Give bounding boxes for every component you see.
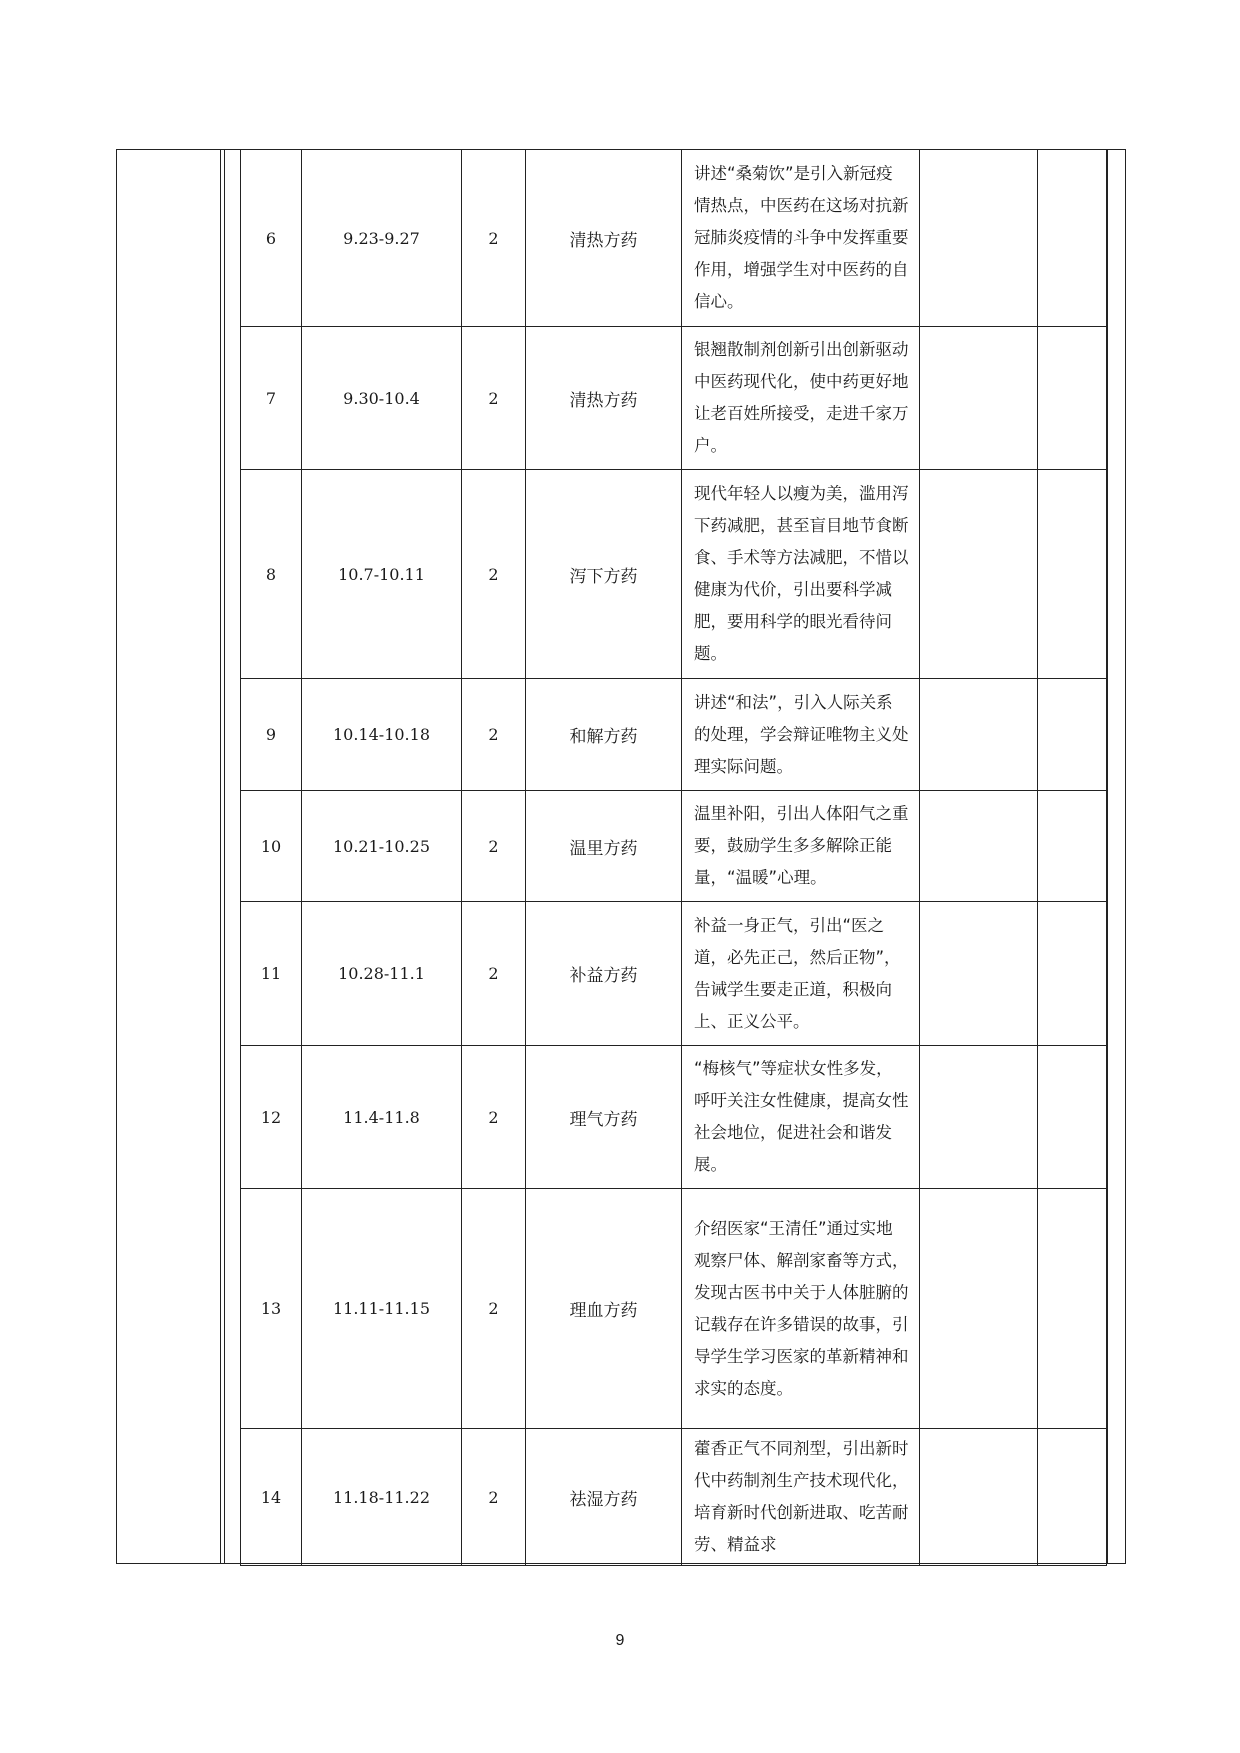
week-number: 8: [241, 470, 302, 679]
column-divider: [224, 150, 225, 1563]
empty-cell: [1038, 150, 1107, 327]
schedule-table: [240, 149, 1107, 1566]
ideological-note: 现代年轻人以瘦为美，滥用泻下药减肥，甚至盲目地节食断食、手术等方法减肥，不惜以健康为代价，引出要科学减肥，要用科学的眼光看待问题。: [682, 470, 920, 679]
empty-cell: [920, 150, 1038, 327]
hours: 2: [462, 1429, 526, 1566]
ideological-note: 藿香正气不同剂型，引出新时代中药制剂生产技术现代化，培育新时代创新进取、吃苦耐劳、精益求: [682, 1429, 920, 1566]
table-row: [241, 327, 1107, 470]
empty-cell: [920, 902, 1038, 1046]
topic: 清热方药: [526, 327, 682, 470]
topic: 祛湿方药: [526, 1429, 682, 1566]
empty-cell: [920, 327, 1038, 470]
date-range: 9.23-9.27: [302, 150, 462, 327]
empty-cell: [1038, 791, 1107, 902]
page-number: 9: [615, 1632, 625, 1649]
empty-cell: [1038, 1189, 1107, 1429]
week-number: 11: [241, 902, 302, 1046]
table-row: [241, 902, 1107, 1046]
ideological-note: “梅核气”等症状女性多发，呼吁关注女性健康，提高女性社会地位，促进社会和谐发展。: [682, 1046, 920, 1189]
topic: 理血方药: [526, 1189, 682, 1429]
empty-cell: [920, 470, 1038, 679]
empty-cell: [920, 1189, 1038, 1429]
hours: 2: [462, 679, 526, 791]
week-number: 6: [241, 150, 302, 327]
hours: 2: [462, 150, 526, 327]
empty-cell: [920, 1046, 1038, 1189]
table-row: [241, 150, 1107, 327]
empty-cell: [920, 1429, 1038, 1566]
week-number: 7: [241, 327, 302, 470]
table-row: [241, 679, 1107, 791]
empty-cell: [920, 791, 1038, 902]
empty-cell: [1038, 1046, 1107, 1189]
empty-cell: [920, 679, 1038, 791]
hours: 2: [462, 327, 526, 470]
ideological-note: 讲述“桑菊饮”是引入新冠疫情热点，中医药在这场对抗新冠肺炎疫情的斗争中发挥重要作用，增强学生对中医药的自信心。: [682, 150, 920, 327]
table-row: [241, 1429, 1107, 1566]
week-number: 13: [241, 1189, 302, 1429]
hours: 2: [462, 1189, 526, 1429]
column-divider: [1107, 150, 1108, 1563]
week-number: 9: [241, 679, 302, 791]
empty-cell: [1038, 470, 1107, 679]
topic: 补益方药: [526, 902, 682, 1046]
empty-cell: [1038, 1429, 1107, 1566]
topic: 温里方药: [526, 791, 682, 902]
date-range: 11.18-11.22: [302, 1429, 462, 1566]
date-range: 10.7-10.11: [302, 470, 462, 679]
empty-cell: [1038, 679, 1107, 791]
empty-cell: [1038, 327, 1107, 470]
date-range: 9.30-10.4: [302, 327, 462, 470]
column-divider: [220, 150, 221, 1563]
topic: 理气方药: [526, 1046, 682, 1189]
table-row: [241, 470, 1107, 679]
date-range: 10.21-10.25: [302, 791, 462, 902]
date-range: 10.14-10.18: [302, 679, 462, 791]
ideological-note: 补益一身正气，引出“医之道，必先正己，然后正物”，告诫学生要走正道，积极向上、正义公平。: [682, 902, 920, 1046]
week-number: 14: [241, 1429, 302, 1566]
hours: 2: [462, 791, 526, 902]
topic: 泻下方药: [526, 470, 682, 679]
date-range: 11.11-11.15: [302, 1189, 462, 1429]
week-number: 10: [241, 791, 302, 902]
date-range: 11.4-11.8: [302, 1046, 462, 1189]
table-row: [241, 1046, 1107, 1189]
topic: 清热方药: [526, 150, 682, 327]
ideological-note: 银翘散制剂创新引出创新驱动中医药现代化，使中药更好地让老百姓所接受，走进千家万户。: [682, 327, 920, 470]
ideological-note: 温里补阳，引出人体阳气之重要，鼓励学生多多解除正能量，“温暖”心理。: [682, 791, 920, 902]
hours: 2: [462, 470, 526, 679]
topic: 和解方药: [526, 679, 682, 791]
hours: 2: [462, 902, 526, 1046]
ideological-note: 讲述“和法”，引入人际关系的处理，学会辩证唯物主义处理实际问题。: [682, 679, 920, 791]
date-range: 10.28-11.1: [302, 902, 462, 1046]
week-number: 12: [241, 1046, 302, 1189]
empty-cell: [1038, 902, 1107, 1046]
table-row: [241, 1189, 1107, 1429]
table-row: [241, 791, 1107, 902]
ideological-note: 介绍医家“王清任”通过实地观察尸体、解剖家畜等方式，发现古医书中关于人体脏腑的记载存在许多错误的故事，引导学生学习医家的革新精神和求实的态度。: [682, 1189, 920, 1429]
hours: 2: [462, 1046, 526, 1189]
